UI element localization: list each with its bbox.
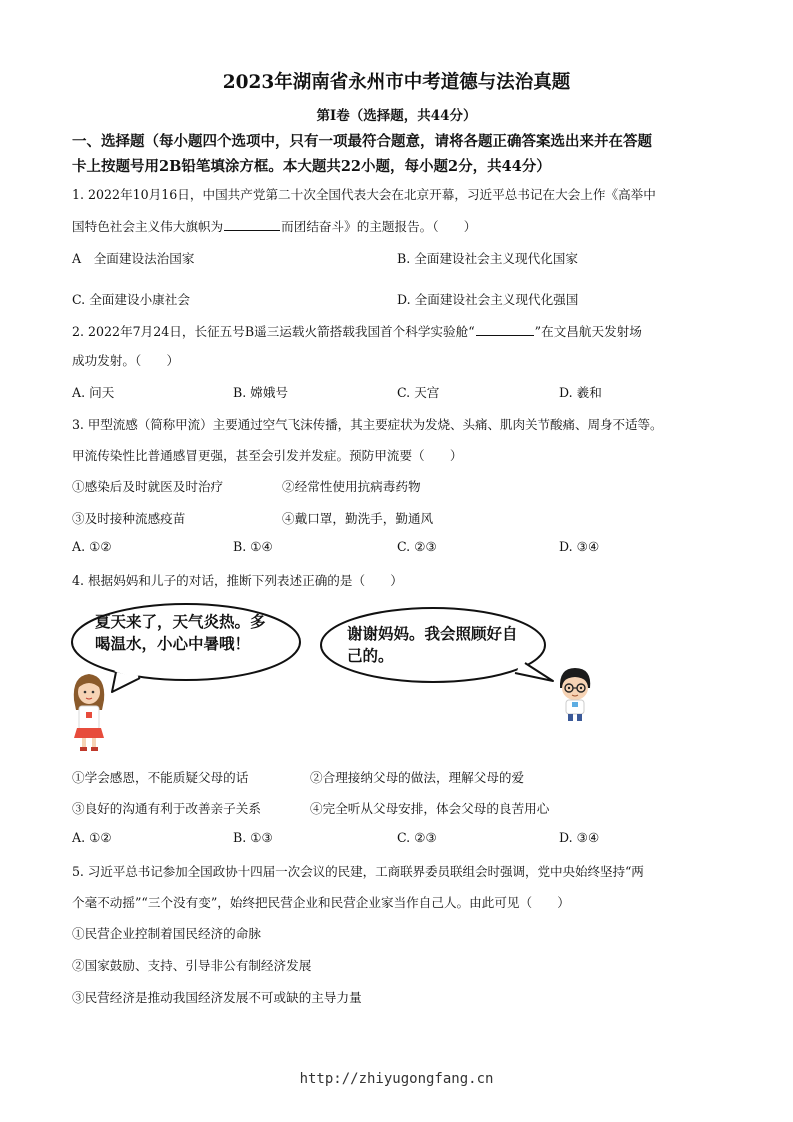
section-heading-line2: 卡上按题号用2B铅笔填涂方框。本大题共22小题，每小题2分，共44分）: [72, 158, 551, 175]
q1-option-c: C. 全面建设小康社会: [72, 292, 190, 307]
q1-stem-line1: 1. 2022年10月16日，中国共产党第二十次全国代表大会在北京开幕，习近平总书记在大会上作《高举中: [72, 187, 656, 202]
q1-stem-line2: 国特色社会主义伟大旗帜为 而团结奋斗》的主题报告。（ ）: [72, 219, 477, 234]
q2-option-d: D. 羲和: [559, 385, 602, 400]
answer-blank: [476, 323, 534, 336]
mother-speech-text: 夏天来了，天气炎热。多喝温水，小心中暑哦！: [95, 613, 266, 653]
q5-item-3: ③民营经济是推动我国经济发展不可或缺的主导力量: [72, 990, 362, 1005]
q3-item-2: ②经常性使用抗病毒药物: [282, 479, 421, 494]
q3-item-3: ③及时接种流感疫苗: [72, 511, 186, 526]
q4-item-2: ②合理接纳父母的做法，理解父母的爱: [310, 770, 525, 785]
answer-blank: [224, 218, 280, 231]
q4-item-1: ①学会感恩，不能质疑父母的话: [72, 770, 249, 785]
q4-stem: 4. 根据妈妈和儿子的对话，推断下列表述正确的是（ ）: [72, 573, 403, 588]
q5-stem-line1: 5. 习近平总书记参加全国政协十四届一次会议的民建，工商联界委员联组会时强调，党中央始终坚持“两: [72, 864, 644, 879]
q4-item-3: ③良好的沟通有利于改善亲子关系: [72, 801, 261, 816]
q3-stem-line1: 3. 甲型流感（简称甲流）主要通过空气飞沫传播，其主要症状为发烧、头痛、肌肉关节酸痛、周身不适等。: [72, 417, 663, 432]
q4-option-a: A. ①②: [72, 830, 112, 845]
q5-item-1: ①民营企业控制着国民经济的命脉: [72, 926, 261, 941]
q2-option-a: A. 问天: [72, 385, 115, 400]
q2-stem-line2: 成功发射。（ ）: [72, 353, 180, 368]
son-speech-text: 谢谢妈妈。我会照顾好自己的。: [347, 625, 518, 665]
page-title: 2023年湖南省永州市中考道德与法治真题: [222, 72, 571, 93]
q3-option-c: C. ②③: [397, 539, 437, 554]
q5-stem-line2: 个毫不动摇”“三个没有变”，始终把民营企业和民营企业家当作自己人。由此可见（ ）: [72, 895, 570, 910]
q4-option-d: D. ③④: [559, 830, 600, 845]
q3-item-4: ④戴口罩，勤洗手，勤通风: [282, 511, 434, 526]
q1-option-b: B. 全面建设社会主义现代化国家: [397, 251, 578, 266]
q1-option-a: A 全面建设法治国家: [72, 251, 195, 266]
q3-stem-line2: 甲流传染性比普通感冒更强，甚至会引发并发症。预防甲流要（ ）: [72, 448, 463, 463]
section-heading-line1: 一、选择题（每小题四个选项中，只有一项最符合题意，请将各题正确答案选出来并在答题: [72, 133, 652, 150]
q3-option-d: D. ③④: [559, 539, 600, 554]
q2-option-c: C. 天宫: [397, 385, 440, 400]
q3-option-a: A. ①②: [72, 539, 112, 554]
q4-option-b: B. ①③: [233, 830, 273, 845]
mother-cartoon-illustration: [68, 670, 110, 752]
part-heading: 第I卷（选择题，共44分）: [316, 108, 477, 124]
q2-option-b: B. 嫦娥号: [233, 385, 289, 400]
q4-item-4: ④完全听从父母安排，体会父母的良苦用心: [310, 801, 550, 816]
q2-stem-line1: 2. 2022年7月24日，长征五号B遥三运载火箭搭载我国首个科学实验舱“ ”在文昌航天发射场: [72, 324, 642, 339]
q1-option-d: D. 全面建设社会主义现代化强国: [397, 292, 579, 307]
q3-item-1: ①感染后及时就医及时治疗: [72, 479, 224, 494]
son-cartoon-illustration: [554, 666, 596, 724]
q5-item-2: ②国家鼓励、支持、引导非公有制经济发展: [72, 958, 312, 973]
q3-option-b: B. ①④: [233, 539, 273, 554]
footer-url-link[interactable]: http://zhiyugongfang.cn: [299, 1071, 494, 1087]
q4-option-c: C. ②③: [397, 830, 437, 845]
